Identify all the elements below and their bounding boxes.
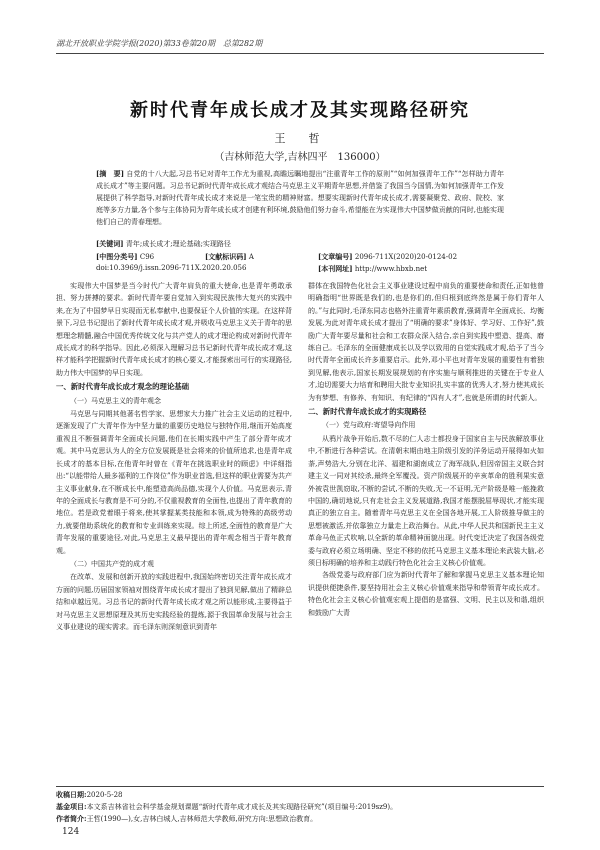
- running-head: 湖北开放职业学院学报(2020)第33卷第20期 总第282期: [56, 39, 263, 48]
- journal-url: [318, 264, 427, 274]
- doccode-value: A: [248, 253, 254, 261]
- author-affiliation: （吉林师范大学,吉林四平 136000）: [214, 152, 386, 163]
- clc-code: [96, 252, 154, 262]
- fund-info: 基金项目:本文系吉林省社会科学基金规划课题“新时代青年成才成长及其实现路径研究”(项目编号:2019sz9)。: [56, 802, 398, 811]
- left-column: [56, 280, 292, 633]
- section-heading: 一、新时代青年成长成才观念的理论基础: [56, 382, 190, 392]
- footnotes: [56, 789, 544, 825]
- article-title: 新时代青年成长成才及其实现路径研究: [130, 100, 470, 121]
- url-value[interactable]: http://www.hbxb.net: [354, 265, 428, 273]
- document-code: [205, 252, 254, 262]
- subsection-heading: （一）马克思主义的青年观念: [70, 396, 161, 405]
- url-label: [本刊网址]: [318, 264, 353, 273]
- clc-value: C96: [139, 253, 155, 261]
- paragraph: 群体在我国特色化社会主义事业建设过程中肩负的重要使命和责任,正如他曾明确指明“世界既是我们的,也是你们的,但归根到底终然是属于你们青年人的。”与此同时,毛泽东同志也格外注重青年素质教育,强调青年全面成长、均衡发展,为此对青年成长成才提出了“明确的要求”身体好、学习好、工作好”,鼓励广大青年要尽量和社会和工农群众深入结合,亲自到实践中塑造、提高、磨练自己。毛泽东的全面健康成长以及学以致用的自觉实践成才观,给予了当今时代青年全面成长许多重要启示。此外,邓小平也对青年发展的重要性有着独到见解,他表示,国家长期发展规划的有序实施与顺利推进的关键在于专业人才,迫切需要大力培育和聘用大批专业知识扎实丰富的优秀人才,努力使其成长为有梦想、有修养、有知识、有纪律的“四有人才”,也就是所谓的时代新人。: [308, 282, 544, 402]
- author-bio: 作者简介:王哲(1990—),女,吉林白城人,吉林师范大学教师,研究方向:思想政治教育。: [56, 814, 318, 823]
- section-heading: 二、新时代青年成长成才的实现路径: [308, 407, 427, 417]
- abstract-label: [摘 要]: [96, 169, 125, 178]
- subsection-heading: （二）中国共产党的成才观: [70, 559, 154, 568]
- header-rule: [56, 53, 544, 54]
- keywords-label: [关键词]: [96, 239, 124, 248]
- right-column: [308, 280, 544, 619]
- clc-label: [中图分类号]: [96, 252, 138, 261]
- keywords: [96, 239, 504, 249]
- subsection-heading: （一）党与政府:寄望导向作用: [322, 421, 416, 430]
- received-date: 收稿日期:2020-5-28: [56, 790, 123, 799]
- abstract: [96, 168, 504, 228]
- paragraph: 在改革、发展和创新开放的实践进程中,我国始终密切关注青年成长成才方面的问题,历届国家领袖对围绕青年成长成才提出了独到见解,做出了精辟总结和卓越远见。习总书记的新时代青年成长成才观之所以能形成,主要得益于对马克思主义思想原理及其历史实践经验的提炼,源于我国革命发展与社会主义事业建设的现实需求。而毛泽东则深刻意识到青年: [56, 573, 292, 631]
- paragraph: 各级党委与政府部门应为新时代青年了解和掌握马克思主义基本理论知识提供便捷条件,要坚持用社会主义核心价值观来指导和带领青年成长成才。特色化社会主义核心价值观宏观上提倡的是富强、文明、民主以及和谐,组织和鼓励广大青: [308, 571, 544, 617]
- paragraph: 实现伟大中国梦是当今时代广大青年肩负的重大使命,也是青年勇敢承担、努力拼搏的要求。新时代青年要自觉加入到实现民族伟大复兴的实践中来,在为了中国梦早日实现而无私奉献中,也要保证个人价值的实现。在这样背景下,习总书记提出了新时代青年成长成才观,并吸收马克思主义关于青年的思想理念精髓,融合中国优秀传统文化与共产党人的成才理论构成对新时代青年成长成才的科学指导。因此,必须深入理解习总书记新时代青年成长成才观,这样才能科学把握新时代青年成长成才的核心要义,才能探索出可行的实现路径,助力伟大中国梦的早日实现。: [56, 282, 292, 377]
- footnote-rule: [56, 786, 544, 787]
- paragraph: 马克思与同期其他著名哲学家、思想家大力推广社会主义运动的过程中,逐渐发现了广大青年作为中坚力量的重要历史地位与独特作用,继而开始高度重视且不断强调青年全面成长问题,他们在长期实践中产生了部分青年成才观。其中马克思认为人的全方位发展既是社会将来的价值所追求,也是青年成长成才的基本目标,在他青年时曾在《青年在挑选职业时的顾虑》中详细指出:“以能带给人最多福利的工作岗位”作为职业首选,但这样的职业需要为共产主义事业献身,在不断成长中,能塑造高尚品德,实现个人价值。马克思表示,青年的全面成长与教育是不可分的,不仅重视教育的全面性,也提出了青年教育的地位。若是政党着眼于将来,使其掌握某类技能和本领,成为特殊的高级劳动力,就要借助系统化的教育和专业训练来实现。综上所述,全面性的教育是广大青年发展的重要途径,对此,马克思主义最早提出的青年观念相当于青年教育观。: [56, 410, 292, 555]
- artno-value: 2096-711X(2020)20-0124-02: [354, 253, 458, 261]
- artno-label: [文章编号]: [318, 252, 353, 261]
- doi[interactable]: doi:10.3969/j.issn.2096-711X.2020.20.056: [96, 264, 247, 272]
- abstract-text: 自党的十八大起,习总书记对青年工作尤为重视,高瞻远瞩地提出“注重青年工作的原则”“如何加强青年工作”“怎样助力青年成长成才”等主要问题。习总书记新时代青年成长成才观结合马克思主义平期青年思想,并借鉴了我国当今国情,为如何加强青年工作发展提供了科学指导,对新时代青年成长成才来说是一笔宝贵的精神财富。想要实现新时代青年成长成才,需要凝聚党、政府、院校、家庭等多方力量,各个参与主体协同为青年成长成才创建有利环境,鼓励他们努力奋斗,希望能在为实现伟大中国梦做贡献的同时,也能实现他们自己的青春理想。: [96, 170, 505, 226]
- author-name: 王 哲: [274, 132, 326, 145]
- article-number: [318, 252, 457, 262]
- page-number: 124: [62, 827, 80, 837]
- doccode-label: [文献标识码]: [205, 252, 247, 261]
- paragraph: 从鸦片战争开始后,数不尽的仁人志士都投身于国家自主与民族解放事业中,不断进行各种尝试。在清朝末期由地主阶级引发的洋务运动开展得如火如荼,声势浩大,分别在北洋、福建和湖南成立了海军战队,但因帝国主义联合封建主义一同对其绞杀,最终全军覆没。资产阶级展开的辛亥革命的胜利果实意外被袁世凯窃取,不断的尝试,不断的失败,无一不证明,无产阶级是唯一能挽救中国的,确切地说,只有走社会主义发展道路,我国才能摆脱屈辱现状,才能实现真正的独立自主。随着青年马克思主义在全国各地开展,工人阶级推导做主的思想被激活,并依靠独立力量走上政治舞台。从此,中华人民共和国新民主主义革命马鱼正式吹响,以全新的革命精神面貌出现。时代变迁决定了我国各级党委与政府必须立场明确、坚定不移的依托马克思主义基本理论来武装大脑,必须日标明确的培养和主动践行特色化社会主义核心价值观。: [308, 434, 544, 567]
- keywords-text: 青年;成长成才;理论基础;实现路径: [125, 240, 231, 248]
